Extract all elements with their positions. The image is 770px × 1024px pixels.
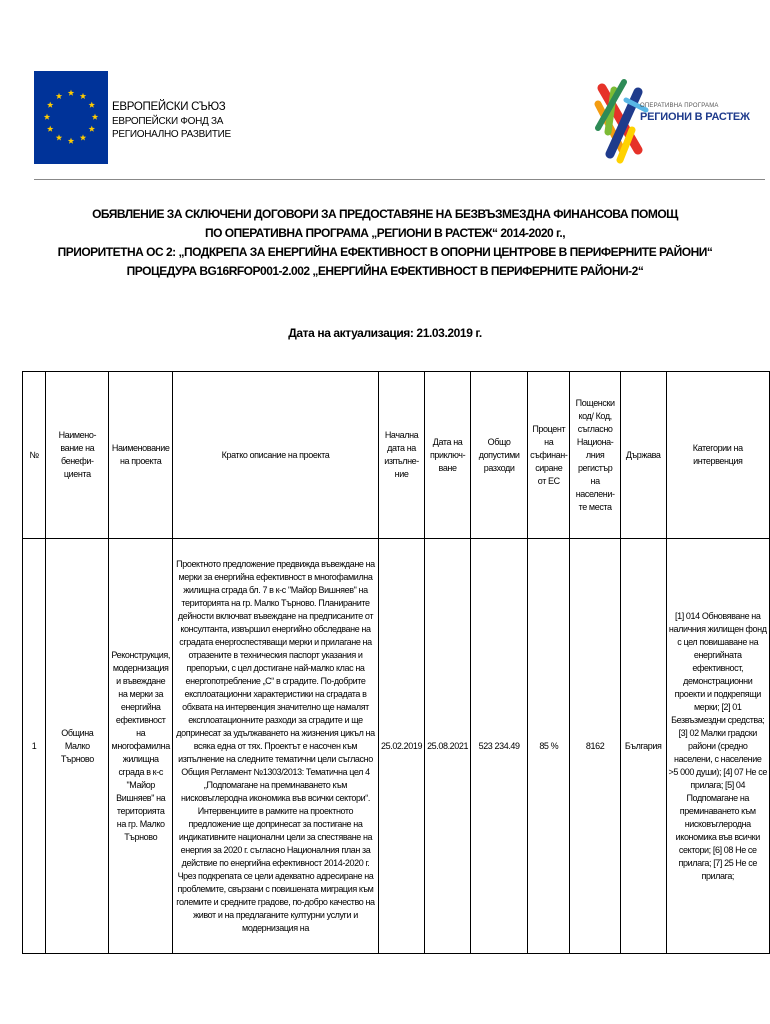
eu-star-icon [56, 134, 62, 140]
program-title-label: РЕГИОНИ В РАСТЕЖ [640, 111, 750, 123]
eu-flag-logo [34, 71, 108, 164]
title-line-3: ПРИОРИТЕТНА ОС 2: „ПОДКРЕПА ЗА ЕНЕРГИЙНА ЕФЕКТИВНОСТ В ОПОРНИ ЦЕНТРОВЕ В ПЕРИФЕРНИТЕ РАЙОНИ“ [57, 245, 713, 259]
cell-project-name: Реконструкция, модернизация и въвеждане на мерки за енергийна ефективност на многофамилна жилищна сграда в к-с "Майор Вишняев" на територията на гр. Малко Търново [109, 539, 173, 954]
header-categories: Категории на интервенция [666, 372, 770, 539]
eu-star-icon [89, 102, 95, 108]
header-end-date: Дата на приключ-ване [425, 372, 471, 539]
cell-description: Проектното предложение предвижда въвеждане на мерки за енергийна ефективност в многофамилна жилищна сграда бл. 7 в к-с "Майор Вишняев" на територията на гр. Малко Търново. Планираните дейности включват въвеждане на предписаните от консултанта, извършил енергийно обследване на сградата енергоспестяващи мерки и прилагане на отразените в техническия паспорт указания и препоръки, с цел достигане най-малко клас на енергопотребление „С“ в сградите. По-добрите експлоатационни характеристики на сградата в обхвата на интервенция значително ще намалят експлоатационните разходи за сградите и ще допринесат за удължаването на жизнения цикъл на всяка една от тях. Проектът е насочен към изпълнение на следните тематични цели съгласно Общия Регламент №1303/2013: Тематична цел 4 „Подпомагане на преминаването към нисковъглеродна икономика във всички сектори“. Интервенциите в рамките на проектното предложение ще допринесат за постигане на индикативните национални цели за спестяване на енергия за 2020 г. съгласно Националния план за действие по енергийна ефективност 2014-2020 г. Чрез подкрепата се цели адекватно адресиране на проблемите, свързани с повишената миграция към големите и средните градове, по-добро качество на живот и на предлаганите културни услуги и модернизация на [172, 539, 378, 954]
header-beneficiary: Наимено-вание на бенефи-циента [46, 372, 109, 539]
eu-star-icon [80, 93, 86, 99]
header-postal-code: Пощенски код/ Код, съгласно Национа-лния регистър на населени-те места [570, 372, 620, 539]
eu-logo-text [112, 100, 231, 141]
eu-union-label: ЕВРОПЕЙСКИ СЪЮЗ [112, 101, 226, 113]
cell-eu-rate: 85 % [528, 539, 570, 954]
eu-star-icon [56, 93, 62, 99]
eu-star-icon [68, 138, 74, 144]
cell-beneficiary: Община Малко Търново [46, 539, 109, 954]
cell-total-costs: 523 234.49 [471, 539, 528, 954]
update-date: Дата на актуализация: 21.03.2019 г. [288, 326, 482, 340]
cell-number: 1 [23, 539, 46, 954]
eu-region-label: РЕГИОНАЛНО РАЗВИТИЕ [112, 129, 231, 140]
table-header-row [23, 372, 770, 539]
cell-categories: [1] 014 Обновяване на наличния жилищен фонд с цел повишаване на енергийната ефективност, демонстрационни проекти и подкрепящи мерки; [2] 01 Безвъзмездни средства; [3] 02 Малки градски райони (средно населени, с население >5 000 души); [4] 07 Не се прилага; [5] 04 Подпомагане на преминаването към нисковъглеродна икономика във всички сектори; [6] 08 Не се прилага; [7] 25 Не се прилага; [666, 539, 770, 954]
header-country: Държава [620, 372, 666, 539]
cell-postal-code: 8162 [570, 539, 620, 954]
program-small-label: ОПЕРАТИВНА ПРОГРАМА [640, 103, 719, 109]
title-line-4: ПРОЦЕДУРА BG16RFOP001-2.002 „ЕНЕРГИЙНА ЕФЕКТИВНОСТ В ПЕРИФЕРНИТЕ РАЙОНИ-2“ [126, 264, 644, 278]
eu-star-icon [89, 126, 95, 132]
eu-star-icon [47, 126, 53, 132]
header-total-costs: Общо допустими разходи [471, 372, 528, 539]
eu-stars-icon [34, 71, 108, 164]
header-eu-rate: Процент на съфинан-сиране от ЕС [528, 372, 570, 539]
eu-star-icon [68, 90, 74, 96]
title-line-1: ОБЯВЛЕНИЕ ЗА СКЛЮЧЕНИ ДОГОВОРИ ЗА ПРЕДОСТАВЯНЕ НА БЕЗВЪЗМЕЗДНА ФИНАНСОВА ПОМОЩ [92, 207, 678, 221]
eu-star-icon [80, 134, 86, 140]
eu-fund-label: ЕВРОПЕЙСКИ ФОНД ЗА [112, 116, 224, 127]
cell-end-date: 25.08.2021 [425, 539, 471, 954]
header-description: Кратко описание на проекта [172, 372, 378, 539]
table-row [23, 539, 770, 954]
eu-star-icon [47, 102, 53, 108]
cell-start-date: 25.02.2019 [379, 539, 425, 954]
eu-star-icon [92, 114, 98, 120]
header-start-date: Начална дата на изпълне-ние [379, 372, 425, 539]
title-line-2: ПО ОПЕРАТИВНА ПРОГРАМА „РЕГИОНИ В РАСТЕЖ“ 2014-2020 г., [204, 226, 566, 240]
header-number: № [23, 372, 46, 539]
eu-star-icon [44, 114, 50, 120]
header-project-name: Наименование на проекта [109, 372, 173, 539]
contracts-table [22, 371, 770, 954]
announcement-title [20, 205, 750, 281]
cell-country: България [620, 539, 666, 954]
header-divider [34, 179, 765, 180]
